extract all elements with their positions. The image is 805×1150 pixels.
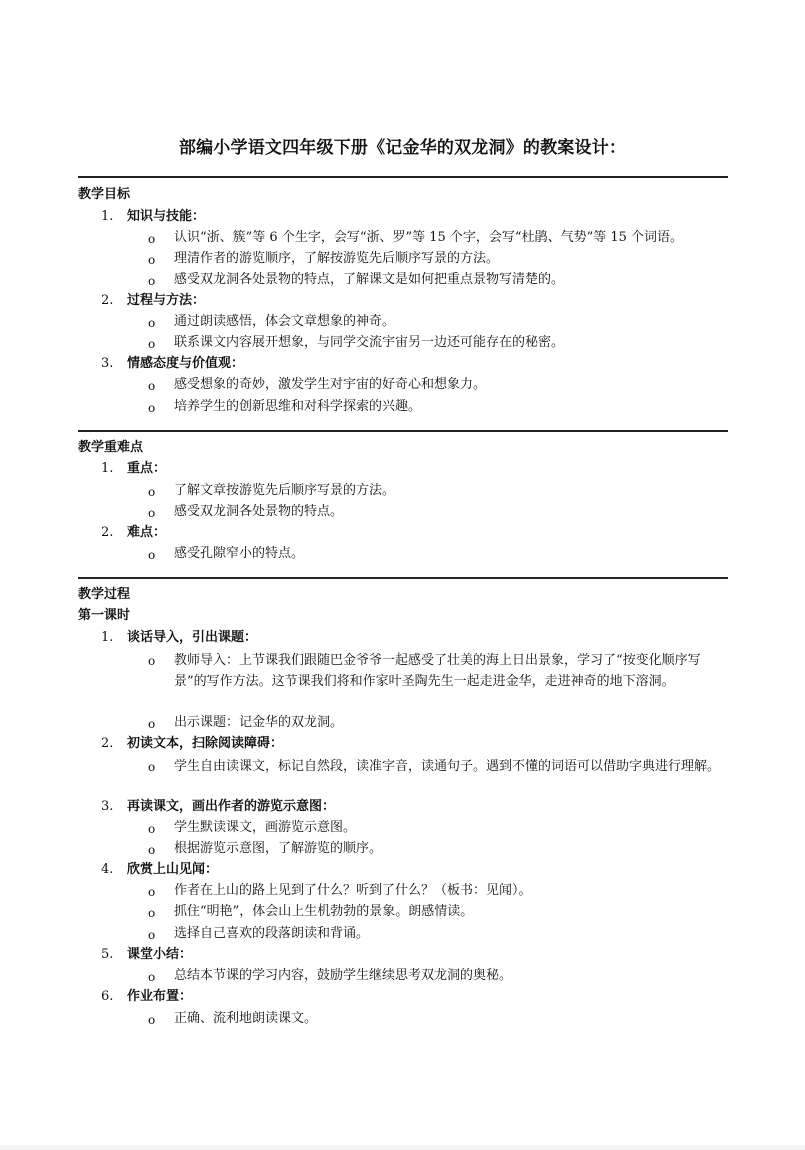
- list-number: 3.: [101, 356, 114, 371]
- bullet-marker: o: [148, 379, 156, 393]
- list-number: 2.: [101, 525, 114, 540]
- list-number: 6.: [101, 989, 114, 1004]
- list-item: 了解文章按游览先后顺序写景的方法。: [174, 483, 396, 498]
- bullet-marker: o: [148, 485, 156, 499]
- list-item: 通过朗读感悟，体会文章想象的神奇。: [174, 314, 396, 329]
- step-heading-second-reading: 再读课文，画出作者的游览示意图：: [127, 799, 336, 814]
- bullet-marker: o: [148, 337, 156, 351]
- page-title: 部编小学语文四年级下册《记金华的双龙洞》的教案设计：: [178, 138, 627, 158]
- bullet-marker: o: [148, 885, 156, 899]
- list-item: 作者在上山的路上见到了什么？听到了什么？（板书：见闻）。: [174, 883, 532, 898]
- list-item: 认识“浙、簇”等 6 个生字，会写“浙、罗”等 15 个字，会写“杜鹃、气势”等 15 个词语。: [174, 230, 684, 245]
- list-number: 2.: [101, 293, 114, 308]
- bullet-marker: o: [148, 548, 156, 562]
- list-number: 1.: [101, 461, 114, 476]
- list-item: 出示课题：记金华的双龙洞。: [174, 715, 344, 730]
- list-number: 1.: [101, 209, 114, 224]
- list-item: 总结本节课的学习内容，鼓励学生继续思考双龙洞的奥秘。: [174, 968, 513, 983]
- goal-heading-knowledge: 知识与技能：: [127, 209, 206, 224]
- bullet-marker: o: [148, 274, 156, 288]
- section-divider: [78, 430, 728, 432]
- section-divider: [78, 176, 728, 178]
- bullet-marker: o: [148, 401, 156, 415]
- list-item: 培养学生的创新思维和对科学探索的兴趣。: [174, 399, 422, 414]
- list-item: 根据游览示意图，了解游览的顺序。: [174, 841, 383, 856]
- bullet-marker: o: [148, 760, 156, 774]
- section-heading-keypoints: 教学重难点: [78, 440, 144, 455]
- bullet-marker: o: [148, 928, 156, 942]
- list-item: 感受双龙洞各处景物的特点，了解课文是如何把重点景物写清楚的。: [174, 272, 565, 287]
- list-item: 感受双龙洞各处景物的特点。: [174, 504, 344, 519]
- list-item: 正确、流利地朗读课文。: [174, 1011, 318, 1026]
- list-item: 教师导入：上节课我们跟随巴金爷爷一起感受了壮美的海上日出景象，学习了“按变化顺序写景”的写作方法。这节课我们将和作家叶圣陶先生一起走进金华，走进神奇的地下溶洞。: [174, 653, 701, 689]
- bullet-marker: o: [148, 970, 156, 984]
- step-heading-intro: 谈话导入，引出课题：: [127, 630, 258, 645]
- list-item: 理清作者的游览顺序，了解按游览先后顺序写景的方法。: [174, 251, 500, 266]
- section-heading-goals: 教学目标: [78, 187, 131, 202]
- section-heading-process: 教学过程: [78, 587, 131, 602]
- bullet-marker: o: [148, 506, 156, 520]
- step-heading-homework: 作业布置：: [127, 989, 193, 1004]
- step-heading-summary: 课堂小结：: [127, 947, 193, 962]
- list-item: 选择自己喜欢的段落朗读和背诵。: [174, 926, 370, 941]
- list-number: 4.: [101, 862, 114, 877]
- bullet-marker: o: [148, 232, 156, 246]
- bullet-marker: o: [148, 316, 156, 330]
- bullet-marker: o: [148, 822, 156, 836]
- bullet-marker: o: [148, 1013, 156, 1027]
- list-item: 抓住“明艳”，体会山上生机勃勃的景象。朗感情读。: [174, 904, 474, 919]
- goal-heading-process: 过程与方法：: [127, 293, 206, 308]
- bullet-marker: o: [148, 717, 156, 731]
- list-item: 学生默读课文，画游览示意图。: [174, 820, 357, 835]
- goal-heading-attitude: 情感态度与价值观：: [127, 356, 245, 371]
- keypoint-heading-focus: 重点：: [127, 461, 167, 476]
- section-divider: [78, 577, 728, 579]
- bullet-marker: o: [148, 906, 156, 920]
- list-item: 感受想象的奇妙，激发学生对宇宙的好奇心和想象力。: [174, 377, 487, 392]
- step-heading-mountain: 欣赏上山见闻：: [127, 862, 219, 877]
- list-item: 感受孔隙窄小的特点。: [174, 546, 305, 561]
- list-number: 5.: [101, 947, 114, 962]
- keypoint-heading-difficulty: 难点：: [127, 525, 167, 540]
- bullet-marker: o: [148, 253, 156, 267]
- bullet-marker: o: [148, 654, 156, 668]
- list-number: 3.: [101, 799, 114, 814]
- list-item: 联系课文内容展开想象，与同学交流宇宙另一边还可能存在的秘密。: [174, 335, 565, 350]
- bullet-marker: o: [148, 843, 156, 857]
- list-number: 2.: [101, 736, 114, 751]
- list-number: 1.: [101, 630, 114, 645]
- list-item: 学生自由读课文，标记自然段，读准字音，读通句子。遇到不懂的词语可以借助字典进行理解。: [174, 759, 721, 774]
- step-heading-first-reading: 初读文本，扫除阅读障碍：: [127, 736, 284, 751]
- lesson-heading: 第一课时: [78, 608, 131, 623]
